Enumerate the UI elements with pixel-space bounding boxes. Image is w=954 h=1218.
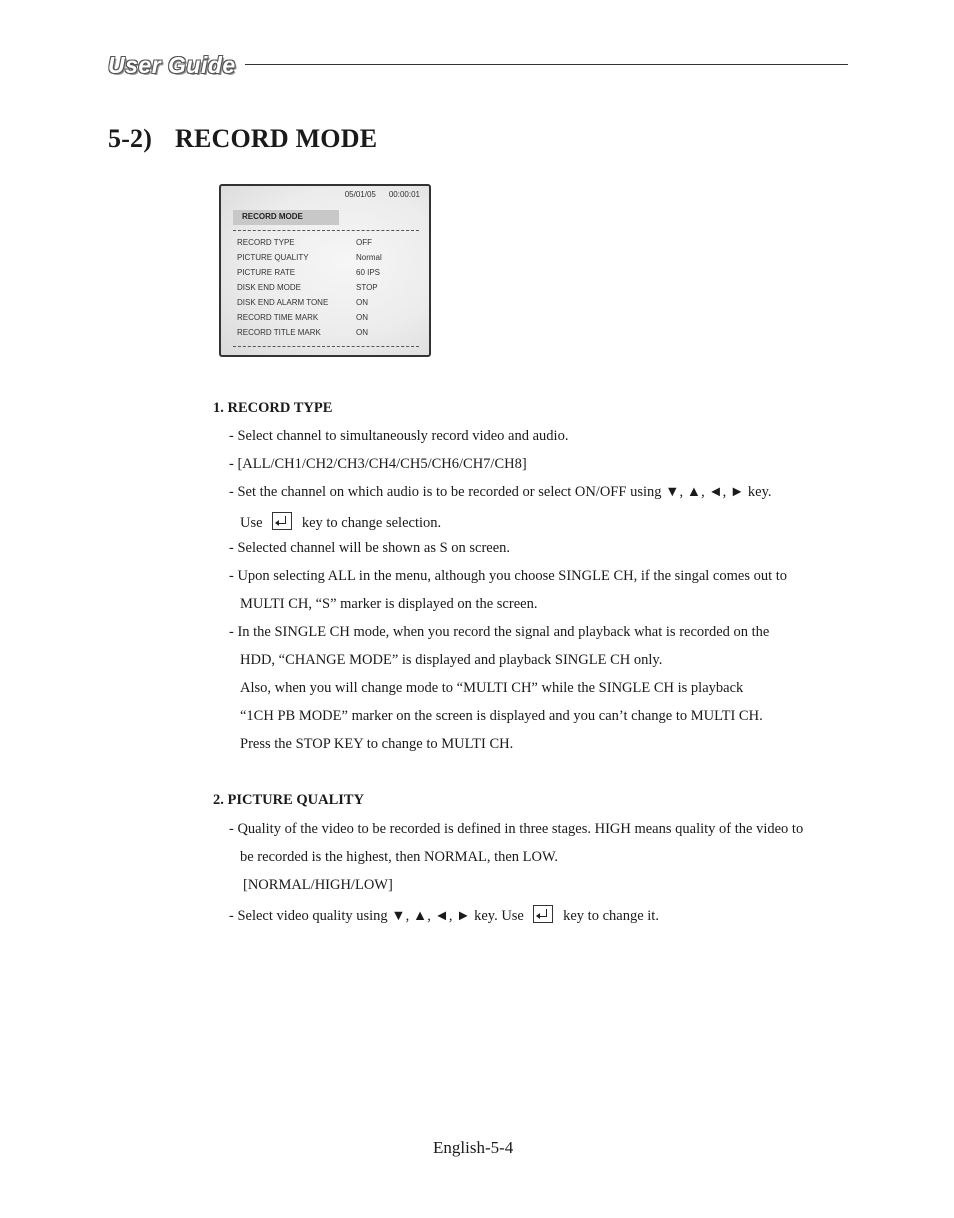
osd-row-label: DISK END MODE [237, 283, 302, 292]
record-mode-osd-screen [219, 184, 431, 357]
osd-time: 00:00:01 [388, 190, 420, 199]
text-line: - Selected channel will be shown as S on screen. [229, 540, 511, 556]
text-line [240, 512, 441, 532]
header-rule [245, 64, 848, 65]
osd-row-record-time-mark [237, 313, 417, 328]
text-line: - Set the channel on which audio is to be recorded or select ON/OFF using ▼, ▲, ◄, ► key. [229, 484, 772, 500]
text-fragment: - Select video quality using ▼, ▲, ◄, ► key. Use [229, 908, 524, 924]
osd-datetime [345, 190, 420, 199]
user-guide-logo: User Guide [108, 52, 236, 78]
osd-menu-list [237, 238, 417, 343]
text-line: “1CH PB MODE” marker on the screen is displayed and you can’t change to MULTI CH. [240, 708, 763, 724]
osd-row-value: STOP [356, 283, 378, 292]
page-number: English-5-4 [433, 1138, 514, 1157]
enter-key-icon [272, 512, 292, 530]
osd-title-bar [233, 210, 339, 225]
text-line: Press the STOP KEY to change to MULTI CH. [240, 736, 514, 752]
osd-row-label: DISK END ALARM TONE [237, 298, 329, 307]
text-line: MULTI CH, “S” marker is displayed on the screen. [240, 596, 538, 612]
page-title [108, 124, 377, 154]
osd-row-disk-end-alarm-tone [237, 298, 417, 313]
section-heading-record-type: 1. RECORD TYPE [213, 400, 333, 416]
text-fragment: Use [240, 515, 263, 531]
osd-row-disk-end-mode [237, 283, 417, 298]
text-line: Also, when you will change mode to “MULTI CH” while the SINGLE CH is playback [240, 680, 744, 696]
osd-divider [233, 346, 419, 347]
enter-key-icon [533, 905, 553, 923]
osd-menu-title: RECORD MODE [242, 212, 303, 221]
osd-row-value: OFF [356, 238, 372, 247]
osd-row-label: PICTURE RATE [237, 268, 296, 277]
osd-date: 05/01/05 [344, 190, 376, 199]
text-line: - [ALL/CH1/CH2/CH3/CH4/CH5/CH6/CH7/CH8] [229, 456, 527, 472]
osd-row-label: RECORD TITLE MARK [237, 328, 321, 337]
osd-divider [233, 230, 419, 231]
text-line: - Quality of the video to be recorded is defined in three stages. HIGH means quality of the video to [229, 821, 804, 837]
text-line: HDD, “CHANGE MODE” is displayed and playback SINGLE CH only. [240, 652, 663, 668]
osd-row-record-title-mark [237, 328, 417, 343]
osd-row-record-type [237, 238, 417, 253]
osd-row-value: 60 IPS [356, 268, 381, 277]
osd-row-value: Normal [356, 253, 382, 262]
text-line: [NORMAL/HIGH/LOW] [243, 877, 393, 893]
osd-row-label: RECORD TYPE [237, 238, 295, 247]
text-fragment: key to change it. [563, 908, 659, 924]
osd-row-picture-rate [237, 268, 417, 283]
text-line [229, 905, 659, 925]
osd-row-value: ON [356, 328, 368, 337]
section-number: 5-2) [108, 124, 153, 153]
text-line: - Upon selecting ALL in the menu, although you choose SINGLE CH, if the singal comes out to [229, 568, 788, 584]
section-title: RECORD MODE [175, 124, 378, 153]
osd-row-label: RECORD TIME MARK [237, 313, 319, 322]
text-line: - In the SINGLE CH mode, when you record the signal and playback what is recorded on the [229, 624, 770, 640]
osd-row-value: ON [356, 298, 368, 307]
osd-row-value: ON [356, 313, 368, 322]
osd-row-label: PICTURE QUALITY [237, 253, 309, 262]
section-heading-picture-quality: 2. PICTURE QUALITY [213, 792, 365, 808]
osd-row-picture-quality [237, 253, 417, 268]
text-line: be recorded is the highest, then NORMAL, then LOW. [240, 849, 558, 865]
text-fragment: key to change selection. [301, 515, 442, 531]
text-line: - Select channel to simultaneously record video and audio. [229, 428, 569, 444]
